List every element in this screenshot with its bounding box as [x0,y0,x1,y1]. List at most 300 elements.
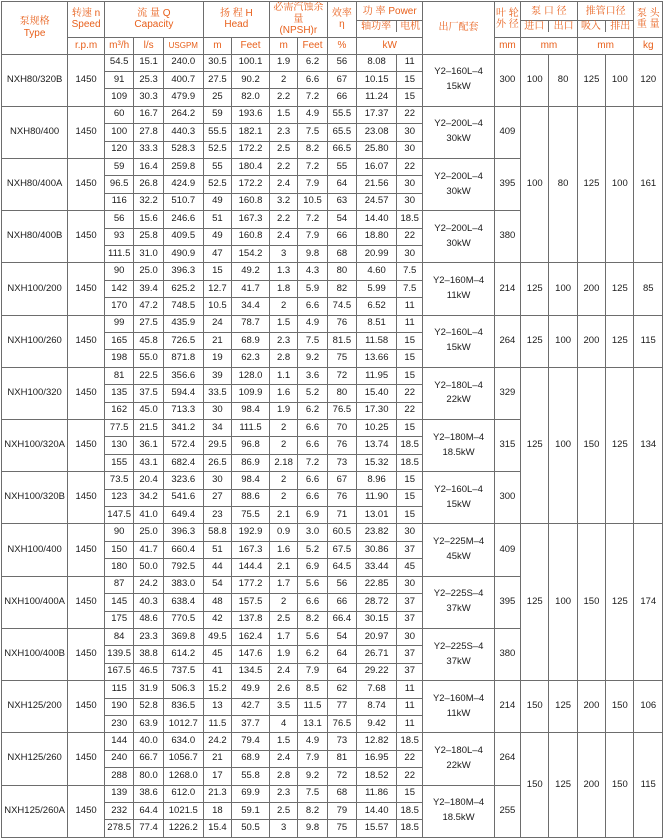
cell-efficiency: 68 [327,245,356,262]
unit-q-usgpm: USGPM [163,37,203,54]
cell-q-usgpm: 396.3 [163,263,203,280]
cell-head-feet: 180.4 [232,158,270,175]
cell-q-ls: 80.0 [134,768,163,785]
cell-q-usgpm: 435.9 [163,315,203,332]
cell-head-m: 24 [203,315,231,332]
header-pump-outlet: 出口 [553,20,574,32]
cell-head-feet: 88.6 [232,489,270,506]
model-motor [423,211,494,263]
impeller-diameter: 264 [494,733,520,785]
model-type: NXH100/400A [2,576,68,628]
cell-efficiency: 65.5 [327,124,356,141]
cell-motor-power-kw: 37 [397,594,423,611]
cell-head-feet: 37.7 [232,715,270,732]
cell-head-m: 39 [203,367,231,384]
cell-efficiency: 55.5 [327,106,356,123]
header-pump-port-sub [521,20,578,33]
cell-shaft-power-kw: 18.80 [357,228,397,245]
motor-kw: 18.5kW [442,812,475,824]
cell-head-feet: 68.9 [232,750,270,767]
table-row [2,54,663,71]
model-speed: 1450 [68,524,105,576]
cell-q-m3h: 162 [104,402,133,419]
cell-q-usgpm: 396.3 [163,524,203,541]
cell-q-m3h: 90 [104,263,133,280]
motor-kw: 30kW [446,185,471,197]
cell-head-feet: 49.9 [232,681,270,698]
cell-efficiency: 82 [327,280,356,297]
cell-shaft-power-kw: 33.44 [357,559,397,576]
cell-head-m: 30 [203,472,231,489]
group-pump-in: 100 [521,54,549,106]
cell-npsh-m: 2.4 [269,663,297,680]
cell-q-ls: 77.4 [134,820,163,838]
group-weight: 106 [634,681,663,733]
motor-kw: 15kW [446,342,471,354]
header-motor: 出厂配套 [423,2,494,55]
cell-shaft-power-kw: 10.25 [357,420,397,437]
model-speed: 1450 [68,472,105,524]
cell-shaft-power-kw: 28.72 [357,594,397,611]
group-pipe-out: 125 [606,367,634,524]
cell-efficiency: 64 [327,663,356,680]
cell-npsh-feet: 6.6 [298,71,327,88]
cell-motor-power-kw: 15 [397,350,423,367]
header-motor-power: 电机 [400,20,421,32]
cell-shaft-power-kw: 13.66 [357,350,397,367]
group-pump-in: 125 [521,367,549,524]
cell-head-m: 25 [203,89,231,106]
cell-head-m: 51 [203,541,231,558]
cell-q-m3h: 288 [104,768,133,785]
cell-motor-power-kw: 30 [397,245,423,262]
motor-model: Y2–160M–4 [432,275,485,287]
cell-q-ls: 63.9 [134,715,163,732]
cell-head-feet: 111.5 [232,420,270,437]
cell-head-feet: 50.5 [232,820,270,838]
cell-npsh-m: 2.1 [269,507,297,524]
cell-npsh-m: 2 [269,489,297,506]
cell-efficiency: 76 [327,437,356,454]
motor-kw: 15kW [446,498,471,510]
cell-npsh-m: 2.4 [269,228,297,245]
cell-q-m3h: 90 [104,524,133,541]
cell-npsh-m: 2.8 [269,768,297,785]
table-row [2,106,663,123]
cell-q-usgpm: 726.5 [163,333,203,350]
cell-npsh-m: 3.2 [269,193,297,210]
model-motor [423,263,494,315]
cell-q-ls: 31.0 [134,245,163,262]
cell-q-usgpm: 634.0 [163,733,203,750]
table-row [2,524,663,541]
cell-q-m3h: 96.5 [104,176,133,193]
cell-q-ls: 52.8 [134,698,163,715]
cell-npsh-feet: 4.3 [298,263,327,280]
cell-motor-power-kw: 37 [397,611,423,628]
cell-head-m: 23 [203,507,231,524]
cell-npsh-feet: 7.9 [298,663,327,680]
cell-shaft-power-kw: 21.56 [357,176,397,193]
cell-q-ls: 36.1 [134,437,163,454]
cell-npsh-feet: 10.5 [298,193,327,210]
cell-head-feet: 109.9 [232,385,270,402]
group-weight: 115 [634,315,663,367]
cell-q-ls: 20.4 [134,472,163,489]
cell-q-m3h: 150 [104,541,133,558]
unit-head-m: m [203,37,231,54]
cell-efficiency: 72 [327,367,356,384]
model-motor [423,54,494,106]
cell-npsh-m: 2.5 [269,141,297,158]
model-motor [423,628,494,680]
model-motor [423,420,494,472]
cell-npsh-feet: 5.2 [298,385,327,402]
impeller-diameter: 380 [494,628,520,680]
cell-head-m: 55 [203,158,231,175]
cell-npsh-feet: 9.2 [298,350,327,367]
cell-npsh-feet: 5.9 [298,280,327,297]
cell-npsh-feet: 7.9 [298,750,327,767]
cell-shaft-power-kw: 20.97 [357,628,397,645]
cell-q-ls: 48.6 [134,611,163,628]
cell-q-usgpm: 369.8 [163,628,203,645]
unit-pipe-port-mm: mm [577,37,634,54]
group-pipe-out: 100 [606,106,634,263]
group-pump-out: 80 [549,54,577,106]
header-head: 扬 程 H Head [203,2,269,38]
impeller-diameter: 264 [494,315,520,367]
cell-npsh-feet: 6.2 [298,646,327,663]
cell-q-m3h: 77.5 [104,420,133,437]
cell-npsh-feet: 7.2 [298,454,327,471]
unit-npsh-feet: Feet [298,37,327,54]
cell-motor-power-kw: 30 [397,628,423,645]
cell-q-usgpm: 1056.7 [163,750,203,767]
cell-head-m: 34 [203,420,231,437]
cell-efficiency: 75 [327,820,356,838]
cell-shaft-power-kw: 5.99 [357,280,397,297]
cell-efficiency: 66 [327,89,356,106]
cell-npsh-feet: 3.0 [298,524,327,541]
cell-motor-power-kw: 30 [397,176,423,193]
motor-model: Y2–160M–4 [432,692,485,704]
group-pipe-in: 200 [577,733,605,838]
cell-q-ls: 40.0 [134,733,163,750]
cell-shaft-power-kw: 25.80 [357,141,397,158]
cell-q-m3h: 93 [104,228,133,245]
cell-shaft-power-kw: 15.40 [357,385,397,402]
cell-q-m3h: 180 [104,559,133,576]
cell-head-feet: 172.2 [232,141,270,158]
header-pipe-port-sub [577,20,634,33]
cell-npsh-m: 2.3 [269,333,297,350]
cell-efficiency: 66.5 [327,141,356,158]
model-speed: 1450 [68,211,105,263]
cell-efficiency: 76 [327,315,356,332]
cell-shaft-power-kw: 30.15 [357,611,397,628]
motor-kw: 45kW [446,551,471,563]
cell-npsh-feet: 6.2 [298,54,327,71]
cell-q-usgpm: 541.6 [163,489,203,506]
model-speed: 1450 [68,315,105,367]
cell-q-ls: 22.5 [134,367,163,384]
cell-shaft-power-kw: 15.32 [357,454,397,471]
model-type: NXH80/320B [2,54,68,106]
cell-head-feet: 78.7 [232,315,270,332]
cell-shaft-power-kw: 15.57 [357,820,397,838]
impeller-diameter: 255 [494,785,520,837]
cell-q-m3h: 109 [104,89,133,106]
cell-q-m3h: 73.5 [104,472,133,489]
cell-head-m: 21 [203,750,231,767]
cell-efficiency: 56 [327,54,356,71]
cell-q-m3h: 56 [104,211,133,228]
impeller-diameter: 395 [494,158,520,210]
group-pump-out: 125 [549,681,577,733]
cell-npsh-feet: 9.2 [298,768,327,785]
cell-head-feet: 41.7 [232,280,270,297]
model-motor [423,367,494,419]
cell-q-usgpm: 638.4 [163,594,203,611]
group-pipe-in: 200 [577,315,605,367]
cell-head-m: 21 [203,333,231,350]
model-motor [423,106,494,158]
motor-model: Y2–180L–4 [434,379,483,391]
header-power-sub [357,20,423,33]
cell-head-m: 33.5 [203,385,231,402]
cell-q-m3h: 54.5 [104,54,133,71]
cell-npsh-feet: 6.6 [298,489,327,506]
cell-q-usgpm: 792.5 [163,559,203,576]
cell-npsh-m: 2 [269,420,297,437]
cell-shaft-power-kw: 30.86 [357,541,397,558]
table-row [2,733,663,750]
model-speed: 1450 [68,263,105,315]
cell-npsh-m: 2.2 [269,211,297,228]
cell-head-m: 58.8 [203,524,231,541]
cell-npsh-m: 1.9 [269,646,297,663]
unit-npsh-m: m [269,37,297,54]
cell-head-m: 42 [203,611,231,628]
cell-q-usgpm: 409.5 [163,228,203,245]
model-type: NXH80/400 [2,106,68,158]
group-pipe-out: 125 [606,315,634,367]
cell-head-m: 49 [203,228,231,245]
unit-kw: kW [357,37,423,54]
model-speed: 1450 [68,628,105,680]
cell-head-m: 18 [203,802,231,819]
cell-motor-power-kw: 18.5 [397,454,423,471]
cell-q-m3h: 60 [104,106,133,123]
unit-pump-port-mm: mm [521,37,578,54]
cell-shaft-power-kw: 6.52 [357,298,397,315]
cell-npsh-feet: 13.1 [298,715,327,732]
cell-motor-power-kw: 11 [397,315,423,332]
cell-efficiency: 64 [327,176,356,193]
header-shaft-power: 轴功率 [357,21,397,33]
cell-q-m3h: 81 [104,367,133,384]
cell-head-feet: 137.8 [232,611,270,628]
cell-npsh-m: 2.3 [269,124,297,141]
cell-npsh-feet: 9.8 [298,820,327,838]
cell-q-m3h: 145 [104,594,133,611]
cell-head-feet: 96.8 [232,437,270,454]
group-weight: 134 [634,367,663,524]
cell-shaft-power-kw: 4.60 [357,263,397,280]
cell-motor-power-kw: 37 [397,541,423,558]
cell-q-ls: 38.8 [134,646,163,663]
group-pump-out: 125 [549,733,577,838]
cell-npsh-m: 3 [269,820,297,838]
motor-kw: 22kW [446,394,471,406]
cell-npsh-m: 1.9 [269,54,297,71]
pump-spec-table [1,1,663,838]
header-power [357,2,423,38]
motor-model: Y2–160L–4 [434,66,483,78]
group-pump-in: 100 [521,106,549,263]
cell-q-usgpm: 440.3 [163,124,203,141]
unit-weight-kg: kg [634,37,663,54]
group-pump-out: 100 [549,315,577,367]
cell-head-feet: 69.9 [232,785,270,802]
cell-shaft-power-kw: 18.52 [357,768,397,785]
impeller-diameter: 329 [494,367,520,419]
cell-head-feet: 172.2 [232,176,270,193]
cell-shaft-power-kw: 9.42 [357,715,397,732]
cell-shaft-power-kw: 13.01 [357,507,397,524]
cell-npsh-feet: 6.6 [298,437,327,454]
cell-q-ls: 38.6 [134,785,163,802]
cell-efficiency: 70 [327,420,356,437]
cell-q-ls: 16.4 [134,158,163,175]
model-type: NXH80/400A [2,158,68,210]
cell-motor-power-kw: 22 [397,106,423,123]
cell-motor-power-kw: 15 [397,89,423,106]
cell-q-usgpm: 264.2 [163,106,203,123]
cell-npsh-feet: 7.2 [298,158,327,175]
cell-npsh-m: 4 [269,715,297,732]
model-speed: 1450 [68,576,105,628]
group-pump-out: 80 [549,106,577,263]
cell-q-ls: 50.0 [134,559,163,576]
cell-npsh-m: 2.5 [269,802,297,819]
cell-q-ls: 24.2 [134,576,163,593]
cell-motor-power-kw: 18.5 [397,437,423,454]
cell-motor-power-kw: 22 [397,385,423,402]
cell-q-usgpm: 510.7 [163,193,203,210]
cell-q-ls: 46.5 [134,663,163,680]
cell-head-m: 15.2 [203,681,231,698]
cell-q-m3h: 230 [104,715,133,732]
cell-q-m3h: 240 [104,750,133,767]
model-speed: 1450 [68,158,105,210]
cell-q-ls: 21.5 [134,420,163,437]
cell-motor-power-kw: 30 [397,141,423,158]
cell-npsh-m: 2 [269,594,297,611]
cell-q-m3h: 84 [104,628,133,645]
cell-q-usgpm: 400.7 [163,71,203,88]
cell-npsh-feet: 8.5 [298,681,327,698]
cell-q-usgpm: 383.0 [163,576,203,593]
cell-motor-power-kw: 15 [397,507,423,524]
cell-head-m: 24.2 [203,733,231,750]
cell-q-ls: 45.0 [134,402,163,419]
cell-q-m3h: 147.5 [104,507,133,524]
cell-npsh-m: 0.9 [269,524,297,541]
group-pipe-out: 150 [606,681,634,733]
cell-npsh-m: 2.4 [269,176,297,193]
cell-efficiency: 64 [327,646,356,663]
group-pipe-in: 150 [577,367,605,524]
cell-npsh-feet: 7.9 [298,176,327,193]
model-type: NXH100/320 [2,367,68,419]
cell-motor-power-kw: 30 [397,524,423,541]
motor-model: Y2–200L–4 [434,170,483,182]
cell-head-feet: 100.1 [232,54,270,71]
cell-shaft-power-kw: 14.40 [357,802,397,819]
cell-motor-power-kw: 30 [397,576,423,593]
model-type: NXH100/200 [2,263,68,315]
model-motor [423,158,494,210]
cell-q-usgpm: 1012.7 [163,715,203,732]
group-pipe-out: 125 [606,263,634,315]
cell-efficiency: 76.5 [327,715,356,732]
cell-q-m3h: 91 [104,71,133,88]
group-pump-in: 150 [521,733,549,838]
cell-head-feet: 86.9 [232,454,270,471]
cell-q-ls: 30.3 [134,89,163,106]
table-header [2,2,663,55]
cell-head-m: 21.3 [203,785,231,802]
cell-q-ls: 25.0 [134,263,163,280]
cell-npsh-m: 1.7 [269,576,297,593]
motor-model: Y2–225M–4 [432,536,485,548]
cell-npsh-m: 2.18 [269,454,297,471]
cell-head-m: 30 [203,402,231,419]
cell-head-m: 49.5 [203,628,231,645]
cell-npsh-m: 1.1 [269,367,297,384]
cell-npsh-m: 1.8 [269,280,297,297]
header-npsh: 必需汽蚀余量 (NPSH)r [269,2,327,38]
cell-head-feet: 167.3 [232,541,270,558]
cell-q-ls: 45.8 [134,333,163,350]
cell-npsh-feet: 3.6 [298,367,327,384]
cell-efficiency: 80 [327,385,356,402]
cell-npsh-feet: 8.2 [298,802,327,819]
motor-kw: 15kW [446,81,471,93]
cell-q-usgpm: 240.0 [163,54,203,71]
cell-q-usgpm: 836.5 [163,698,203,715]
cell-motor-power-kw: 15 [397,472,423,489]
cell-npsh-m: 3.5 [269,698,297,715]
cell-head-m: 49 [203,193,231,210]
cell-head-feet: 193.6 [232,106,270,123]
cell-q-usgpm: 528.3 [163,141,203,158]
cell-q-ls: 32.2 [134,193,163,210]
cell-motor-power-kw: 18.5 [397,802,423,819]
cell-q-usgpm: 682.4 [163,454,203,471]
cell-efficiency: 56 [327,576,356,593]
header-pipe-port [577,2,634,38]
cell-npsh-feet: 8.2 [298,141,327,158]
cell-head-m: 13 [203,698,231,715]
cell-shaft-power-kw: 16.07 [357,158,397,175]
cell-npsh-feet: 6.6 [298,472,327,489]
cell-npsh-feet: 7.5 [298,124,327,141]
cell-head-feet: 98.4 [232,402,270,419]
cell-q-ls: 43.1 [134,454,163,471]
